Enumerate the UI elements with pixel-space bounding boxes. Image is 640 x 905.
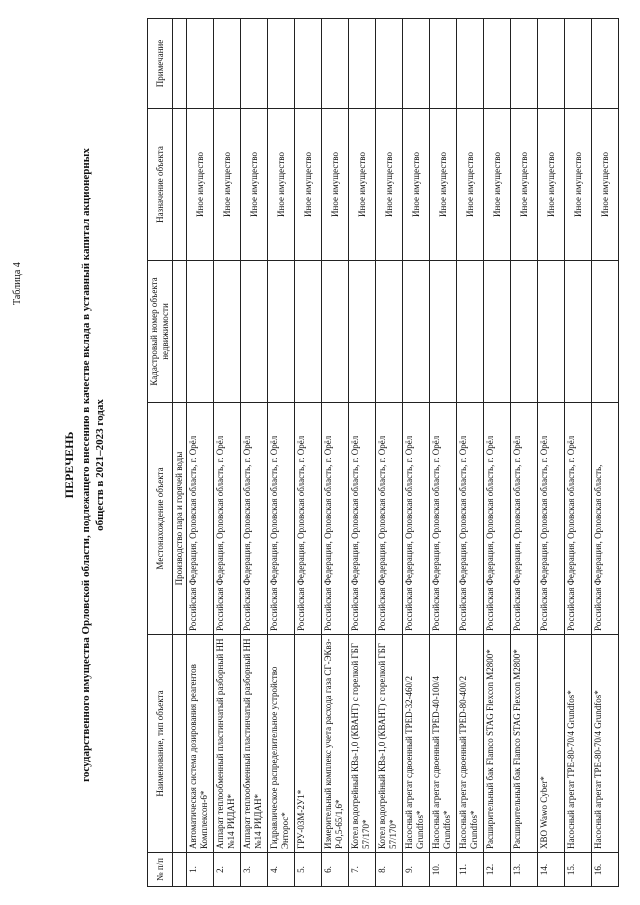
row-purpose: Иное имущество bbox=[376, 109, 403, 261]
row-purpose: Иное имущество bbox=[511, 109, 538, 261]
row-number: 1. bbox=[187, 853, 214, 887]
row-name: Насосный агрегат ТРЕ-80-70/4 Grundfos* bbox=[565, 635, 592, 853]
row-note bbox=[322, 19, 349, 109]
row-cadastral bbox=[565, 261, 592, 403]
row-note bbox=[241, 19, 268, 109]
row-number: 10. bbox=[430, 853, 457, 887]
row-note bbox=[565, 19, 592, 109]
row-number: 6. bbox=[322, 853, 349, 887]
row-location: Российская Федерация, Орловская область, г. Орёл bbox=[187, 403, 214, 635]
section-row bbox=[173, 19, 187, 887]
row-name: Котел водогрейный КВа-1,0 (КВАНТ) с горелкой ГБГ 57/170* bbox=[376, 635, 403, 853]
row-purpose: Иное имущество bbox=[538, 109, 565, 261]
row-name: Насосный агрегат сдвоенный ТРЕD-80-400/2 Grundfos* bbox=[457, 635, 484, 853]
row-location: Российская Федерация, Орловская область, г. Орёл bbox=[484, 403, 511, 635]
row-note bbox=[457, 19, 484, 109]
header-note: Примечание bbox=[148, 19, 173, 109]
row-number: 8. bbox=[376, 853, 403, 887]
row-cadastral bbox=[403, 261, 430, 403]
row-location: Российская Федерация, Орловская область, г. Орёл bbox=[430, 403, 457, 635]
row-note bbox=[349, 19, 376, 109]
row-location: Российская Федерация, Орловская область, г. Орёл bbox=[241, 403, 268, 635]
row-location: Российская Федерация, Орловская область, г. Орёл bbox=[214, 403, 241, 635]
row-name: ГРУ-03М-2У1* bbox=[295, 635, 322, 853]
table-row bbox=[376, 19, 403, 887]
row-name: ХВО Wawo Cyber* bbox=[538, 635, 565, 853]
document-title: ПЕРЕЧЕНЬ bbox=[62, 431, 76, 499]
row-note bbox=[511, 19, 538, 109]
table-row bbox=[295, 19, 322, 887]
row-name: Автоматическая система дозирования реагентов Комплексон-6* bbox=[187, 635, 214, 853]
header-location: Местонахождение объекта bbox=[148, 403, 173, 635]
row-note bbox=[187, 19, 214, 109]
row-number: 3. bbox=[241, 853, 268, 887]
row-location: Российская Федерация, Орловская область, г. Орёл bbox=[349, 403, 376, 635]
subtitle-line: обществ в 2021–2023 годах bbox=[94, 399, 106, 531]
row-note bbox=[403, 19, 430, 109]
row-note bbox=[484, 19, 511, 109]
row-name: Аппарат теплообменный пластинчатый разборный НН №14 РИДАН* bbox=[241, 635, 268, 853]
subtitle-line: государственного имущества Орловской области, подлежащего внесению в качестве вклада в уставный капитал акционерных bbox=[80, 148, 92, 782]
row-cadastral bbox=[457, 261, 484, 403]
row-location: Российская Федерация, Орловская область, bbox=[592, 403, 619, 635]
table-row bbox=[511, 19, 538, 887]
row-note bbox=[538, 19, 565, 109]
row-cadastral bbox=[241, 261, 268, 403]
row-purpose: Иное имущество bbox=[457, 109, 484, 261]
row-purpose: Иное имущество bbox=[268, 109, 295, 261]
table-row bbox=[538, 19, 565, 887]
row-location: Российская Федерация, Орловская область, г. Орёл bbox=[538, 403, 565, 635]
row-purpose: Иное имущество bbox=[565, 109, 592, 261]
row-number: 14. bbox=[538, 853, 565, 887]
table-header-row bbox=[148, 19, 173, 887]
row-location: Российская Федерация, Орловская область, г. Орёл bbox=[565, 403, 592, 635]
row-location: Российская Федерация, Орловская область, г. Орёл bbox=[403, 403, 430, 635]
row-note bbox=[430, 19, 457, 109]
row-note bbox=[592, 19, 619, 109]
header-name: Наименование, тип объекта bbox=[148, 635, 173, 853]
section-cell-empty bbox=[173, 109, 187, 261]
row-purpose: Иное имущество bbox=[187, 109, 214, 261]
row-purpose: Иное имущество bbox=[322, 109, 349, 261]
row-purpose: Иное имущество bbox=[241, 109, 268, 261]
row-number: 5. bbox=[295, 853, 322, 887]
header-purpose: Назначение объекта bbox=[148, 109, 173, 261]
row-cadastral bbox=[322, 261, 349, 403]
row-name: Котел водогрейный КВа-1,0 (КВАНТ) с горелкой ГБГ 57/170* bbox=[349, 635, 376, 853]
row-number: 4. bbox=[268, 853, 295, 887]
row-location: Российская Федерация, Орловская область, г. Орёл bbox=[376, 403, 403, 635]
table-row bbox=[322, 19, 349, 887]
row-note bbox=[214, 19, 241, 109]
row-note bbox=[268, 19, 295, 109]
row-purpose: Иное имущество bbox=[349, 109, 376, 261]
table-row bbox=[403, 19, 430, 887]
row-cadastral bbox=[538, 261, 565, 403]
row-number: 13. bbox=[511, 853, 538, 887]
row-number: 16. bbox=[592, 853, 619, 887]
row-purpose: Иное имущество bbox=[214, 109, 241, 261]
row-name: Измерительный комплекс учета расхода газа СГ-ЭКвз-Р-0,5-65/1,6* bbox=[322, 635, 349, 853]
row-cadastral bbox=[187, 261, 214, 403]
table-row bbox=[430, 19, 457, 887]
row-name: Гидравлическое распределительное устройство Энторос* bbox=[268, 635, 295, 853]
row-cadastral bbox=[430, 261, 457, 403]
row-purpose: Иное имущество bbox=[403, 109, 430, 261]
row-name: Насосный агрегат сдвоенный ТРЕD-32-460/2 Grundfos* bbox=[403, 635, 430, 853]
row-location: Российская Федерация, Орловская область, г. Орёл bbox=[511, 403, 538, 635]
row-number: 15. bbox=[565, 853, 592, 887]
row-cadastral bbox=[376, 261, 403, 403]
row-cadastral bbox=[268, 261, 295, 403]
row-number: 12. bbox=[484, 853, 511, 887]
header-number: № п/п bbox=[148, 853, 173, 887]
table-row bbox=[187, 19, 214, 887]
row-cadastral bbox=[592, 261, 619, 403]
row-purpose: Иное имущество bbox=[295, 109, 322, 261]
row-cadastral bbox=[295, 261, 322, 403]
table-row bbox=[484, 19, 511, 887]
row-location: Российская Федерация, Орловская область, г. Орёл bbox=[295, 403, 322, 635]
row-name: Насосный агрегат ТРЕ-80-70/4 Grundfos* bbox=[592, 635, 619, 853]
row-number: 11. bbox=[457, 853, 484, 887]
table-label: Таблица 4 bbox=[12, 262, 23, 305]
row-purpose: Иное имущество bbox=[484, 109, 511, 261]
row-location: Российская Федерация, Орловская область, г. Орёл bbox=[457, 403, 484, 635]
header-cadastral: Кадастровый номер объекта недвижимости bbox=[148, 261, 173, 403]
row-name: Аппарат теплообменный пластинчатый разборный НН №14 РИДАН* bbox=[214, 635, 241, 853]
row-note bbox=[376, 19, 403, 109]
table-row bbox=[268, 19, 295, 887]
section-cell-empty bbox=[173, 19, 187, 109]
row-name: Расширительный бак Flamco STAG Flexcon M2800* bbox=[484, 635, 511, 853]
row-number: 9. bbox=[403, 853, 430, 887]
row-purpose: Иное имущество bbox=[592, 109, 619, 261]
row-name: Насосный агрегат сдвоенный ТРЕD-40-100/4 Grundfos* bbox=[430, 635, 457, 853]
row-note bbox=[295, 19, 322, 109]
row-location: Российская Федерация, Орловская область, г. Орёл bbox=[322, 403, 349, 635]
row-number: 7. bbox=[349, 853, 376, 887]
section-title: Производство пара и горячей воды bbox=[173, 403, 187, 635]
row-name: Расширительный бак Flamco STAG Flexcon M2800* bbox=[511, 635, 538, 853]
document-subtitle bbox=[79, 115, 107, 815]
section-cell-empty bbox=[173, 853, 187, 887]
table-row bbox=[457, 19, 484, 887]
section-cell-empty bbox=[173, 261, 187, 403]
row-cadastral bbox=[511, 261, 538, 403]
table-row bbox=[565, 19, 592, 887]
table-row bbox=[349, 19, 376, 887]
row-purpose: Иное имущество bbox=[430, 109, 457, 261]
section-cell-empty bbox=[173, 635, 187, 853]
table-row bbox=[241, 19, 268, 887]
row-cadastral bbox=[214, 261, 241, 403]
property-table bbox=[147, 18, 619, 887]
table-row bbox=[214, 19, 241, 887]
table-row bbox=[592, 19, 619, 887]
row-number: 2. bbox=[214, 853, 241, 887]
row-cadastral bbox=[484, 261, 511, 403]
row-cadastral bbox=[349, 261, 376, 403]
row-location: Российская Федерация, Орловская область, г. Орёл bbox=[268, 403, 295, 635]
